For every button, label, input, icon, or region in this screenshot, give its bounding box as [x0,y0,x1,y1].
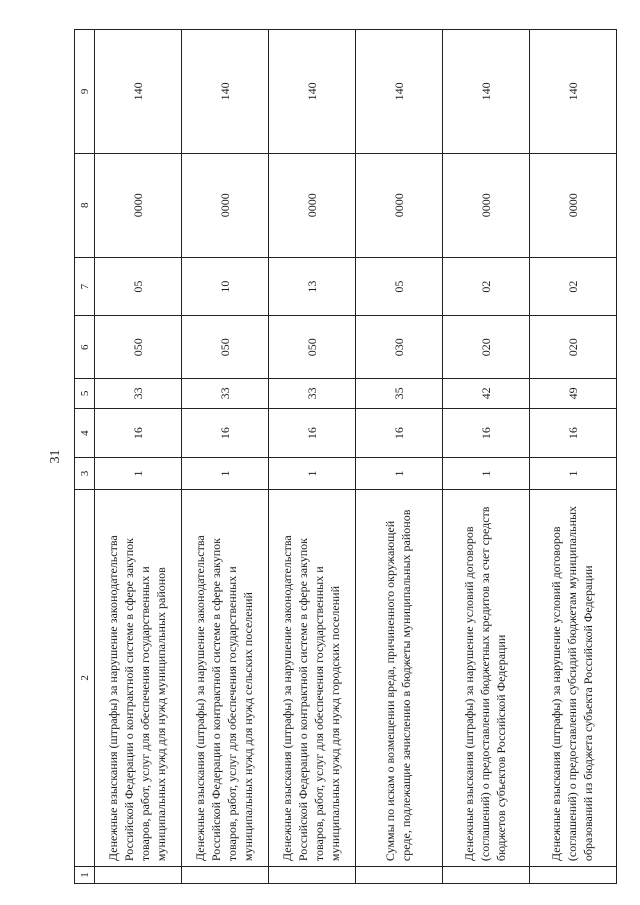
row-name-cell [269,867,356,884]
column-header: 3 [75,458,95,489]
code-cell: 0000 [95,153,182,257]
code-cell: 0000 [269,153,356,257]
column-header: 8 [75,153,95,257]
code-cell: 0000 [356,153,443,257]
row-description: Суммы по искам о возмещении вреда, причиненного окружающей среде, подлежащие зачислению в бюджеты муниципальных районов [356,489,443,867]
table-row [182,30,269,884]
code-cell: 16 [443,408,530,457]
code-cell: 020 [530,316,617,378]
code-cell: 1 [530,458,617,489]
code-cell: 33 [182,378,269,408]
code-cell: 10 [182,257,269,316]
row-description: Денежные взыскания (штрафы) за нарушение условий договоров (соглашений) о предоставлении субсидий бюджетам муниципальных образований из бюджета субъекта Российской Федерации [530,489,617,867]
code-cell: 05 [95,257,182,316]
row-name-cell [95,867,182,884]
code-cell: 42 [443,378,530,408]
code-cell: 0000 [182,153,269,257]
code-cell: 16 [95,408,182,457]
code-cell: 1 [356,458,443,489]
code-cell: 16 [182,408,269,457]
table-row [356,30,443,884]
row-description: Денежные взыскания (штрафы) за нарушение законодательства Российской Федерации о контрактной системе в сфере закупок товаров, работ, услуг для обеспечения государственных и муниципальных нужд для нужд муниципальных районов [95,489,182,867]
code-cell: 33 [95,378,182,408]
code-cell: 140 [95,30,182,154]
column-header: 6 [75,316,95,378]
row-name-cell [530,867,617,884]
column-header: 7 [75,257,95,316]
code-cell: 16 [356,408,443,457]
code-cell: 140 [530,30,617,154]
column-header: 9 [75,30,95,154]
code-cell: 16 [269,408,356,457]
page-number: 31 [48,449,63,464]
code-cell: 35 [356,378,443,408]
table-row [95,30,182,884]
code-cell: 140 [443,30,530,154]
code-cell: 050 [269,316,356,378]
table-row [443,30,530,884]
table-row [530,30,617,884]
code-cell: 1 [182,458,269,489]
column-header: 4 [75,408,95,457]
row-description: Денежные взыскания (штрафы) за нарушение условий договоров (соглашений) о предоставлении бюджетных кредитов за счет средств бюджетов субъектов Российской Федерации [443,489,530,867]
code-cell: 0000 [443,153,530,257]
row-name-cell [443,867,530,884]
row-name-cell [182,867,269,884]
code-cell: 140 [356,30,443,154]
column-header: 5 [75,378,95,408]
code-cell: 140 [182,30,269,154]
code-cell: 1 [95,458,182,489]
code-cell: 050 [182,316,269,378]
code-cell: 05 [356,257,443,316]
column-header: 1 [75,867,95,884]
table-header-row [75,30,95,884]
code-cell: 1 [269,458,356,489]
rotated-page [42,29,622,884]
row-name-cell [356,867,443,884]
code-cell: 02 [530,257,617,316]
row-description: Денежные взыскания (штрафы) за нарушение законодательства Российской Федерации о контрактной системе в сфере закупок товаров, работ, услуг для обеспечения государственных и муниципальных нужд для нужд сельских поселений [182,489,269,867]
code-cell: 020 [443,316,530,378]
column-header: 2 [75,489,95,867]
code-cell: 140 [269,30,356,154]
table-row [269,30,356,884]
code-cell: 13 [269,257,356,316]
code-cell: 33 [269,378,356,408]
code-cell: 02 [443,257,530,316]
budget-classification-table [74,29,617,884]
row-description: Денежные взыскания (штрафы) за нарушение законодательства Российской Федерации о контрактной системе в сфере закупок товаров, работ, услуг для обеспечения государственных и муниципальных нужд для нужд городских поселений [269,489,356,867]
code-cell: 49 [530,378,617,408]
code-cell: 1 [443,458,530,489]
code-cell: 16 [530,408,617,457]
code-cell: 050 [95,316,182,378]
code-cell: 030 [356,316,443,378]
code-cell: 0000 [530,153,617,257]
